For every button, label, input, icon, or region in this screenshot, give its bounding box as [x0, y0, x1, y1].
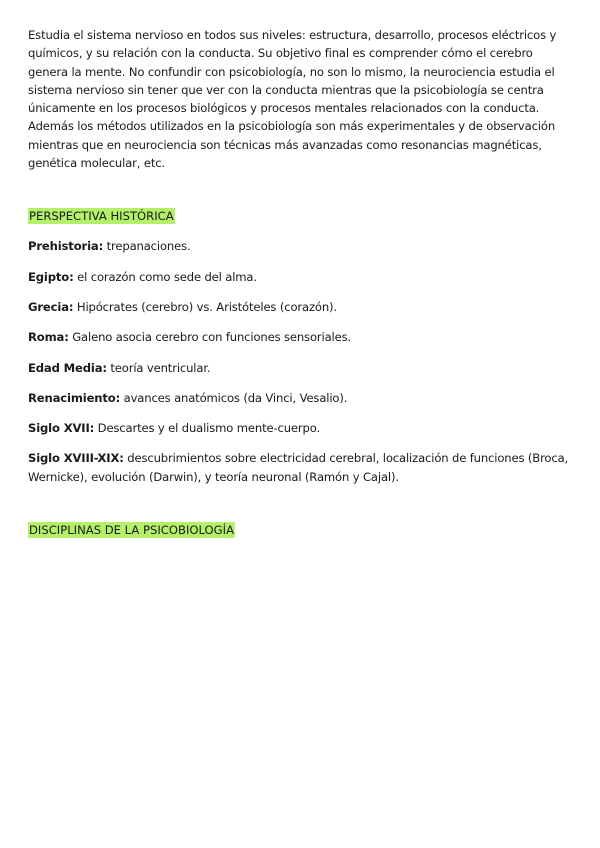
history-item	[28, 298, 573, 316]
history-text: Hipócrates (cerebro) vs. Aristóteles (corazón).	[73, 299, 337, 314]
document-page	[28, 26, 573, 539]
intro-paragraph: Estudia el sistema nervioso en todos sus niveles: estructura, desarrollo, procesos eléctricos y químicos, y su relación con la conducta. Su objetivo final es comprender cómo el cerebro genera la mente. No confundir con psicobiología, no son lo mismo, la neurociencia estudia el sistema nervioso sin tener que ver con la conducta mientras que la psicobiología se centra únicamente en los procesos biológicos y procesos mentales relacionados con la conducta. Además los métodos utilizados en la psicobiología son más experimentales y de observación mientras que en neurociencia son técnicas más avanzadas como resonancias magnéticas, genética molecular, etc.	[28, 28, 557, 171]
history-item	[28, 389, 573, 407]
history-term: Siglo XVIII-XIX:	[28, 451, 124, 466]
history-term: Edad Media:	[28, 360, 107, 375]
history-item	[28, 449, 573, 486]
history-list	[28, 237, 573, 486]
history-item	[28, 328, 573, 346]
history-item	[28, 359, 573, 377]
history-term: Renacimiento:	[28, 390, 121, 405]
history-term: Egipto:	[28, 269, 74, 284]
history-term: Siglo XVII:	[28, 421, 95, 436]
history-term: Roma:	[28, 330, 69, 345]
history-text: descubrimientos sobre electricidad cerebral, localización de funciones (Broca, Wernicke), evolución (Darwin), y teoría neuronal (Ramón y Cajal).	[28, 451, 569, 484]
history-text: Descartes y el dualismo mente-cuerpo.	[94, 421, 321, 436]
history-heading	[28, 207, 573, 225]
disciplines-heading	[28, 521, 573, 539]
history-item	[28, 419, 573, 437]
history-item	[28, 268, 573, 286]
history-term: Prehistoria:	[28, 239, 104, 254]
history-heading-text: PERSPECTIVA HISTÓRICA	[29, 209, 174, 224]
disciplines-heading-text: DISCIPLINAS DE LA PSICOBIOLOGÍA	[29, 523, 235, 538]
history-text: el corazón como sede del alma.	[73, 269, 257, 284]
history-text: teoría ventricular.	[106, 360, 211, 375]
history-text: avances anatómicos (da Vinci, Vesalio).	[120, 390, 348, 405]
history-item	[28, 237, 573, 255]
history-text: Galeno asocia cerebro con funciones sensoriales.	[68, 330, 352, 345]
history-term: Grecia:	[28, 299, 74, 314]
history-text: trepanaciones.	[103, 239, 191, 254]
